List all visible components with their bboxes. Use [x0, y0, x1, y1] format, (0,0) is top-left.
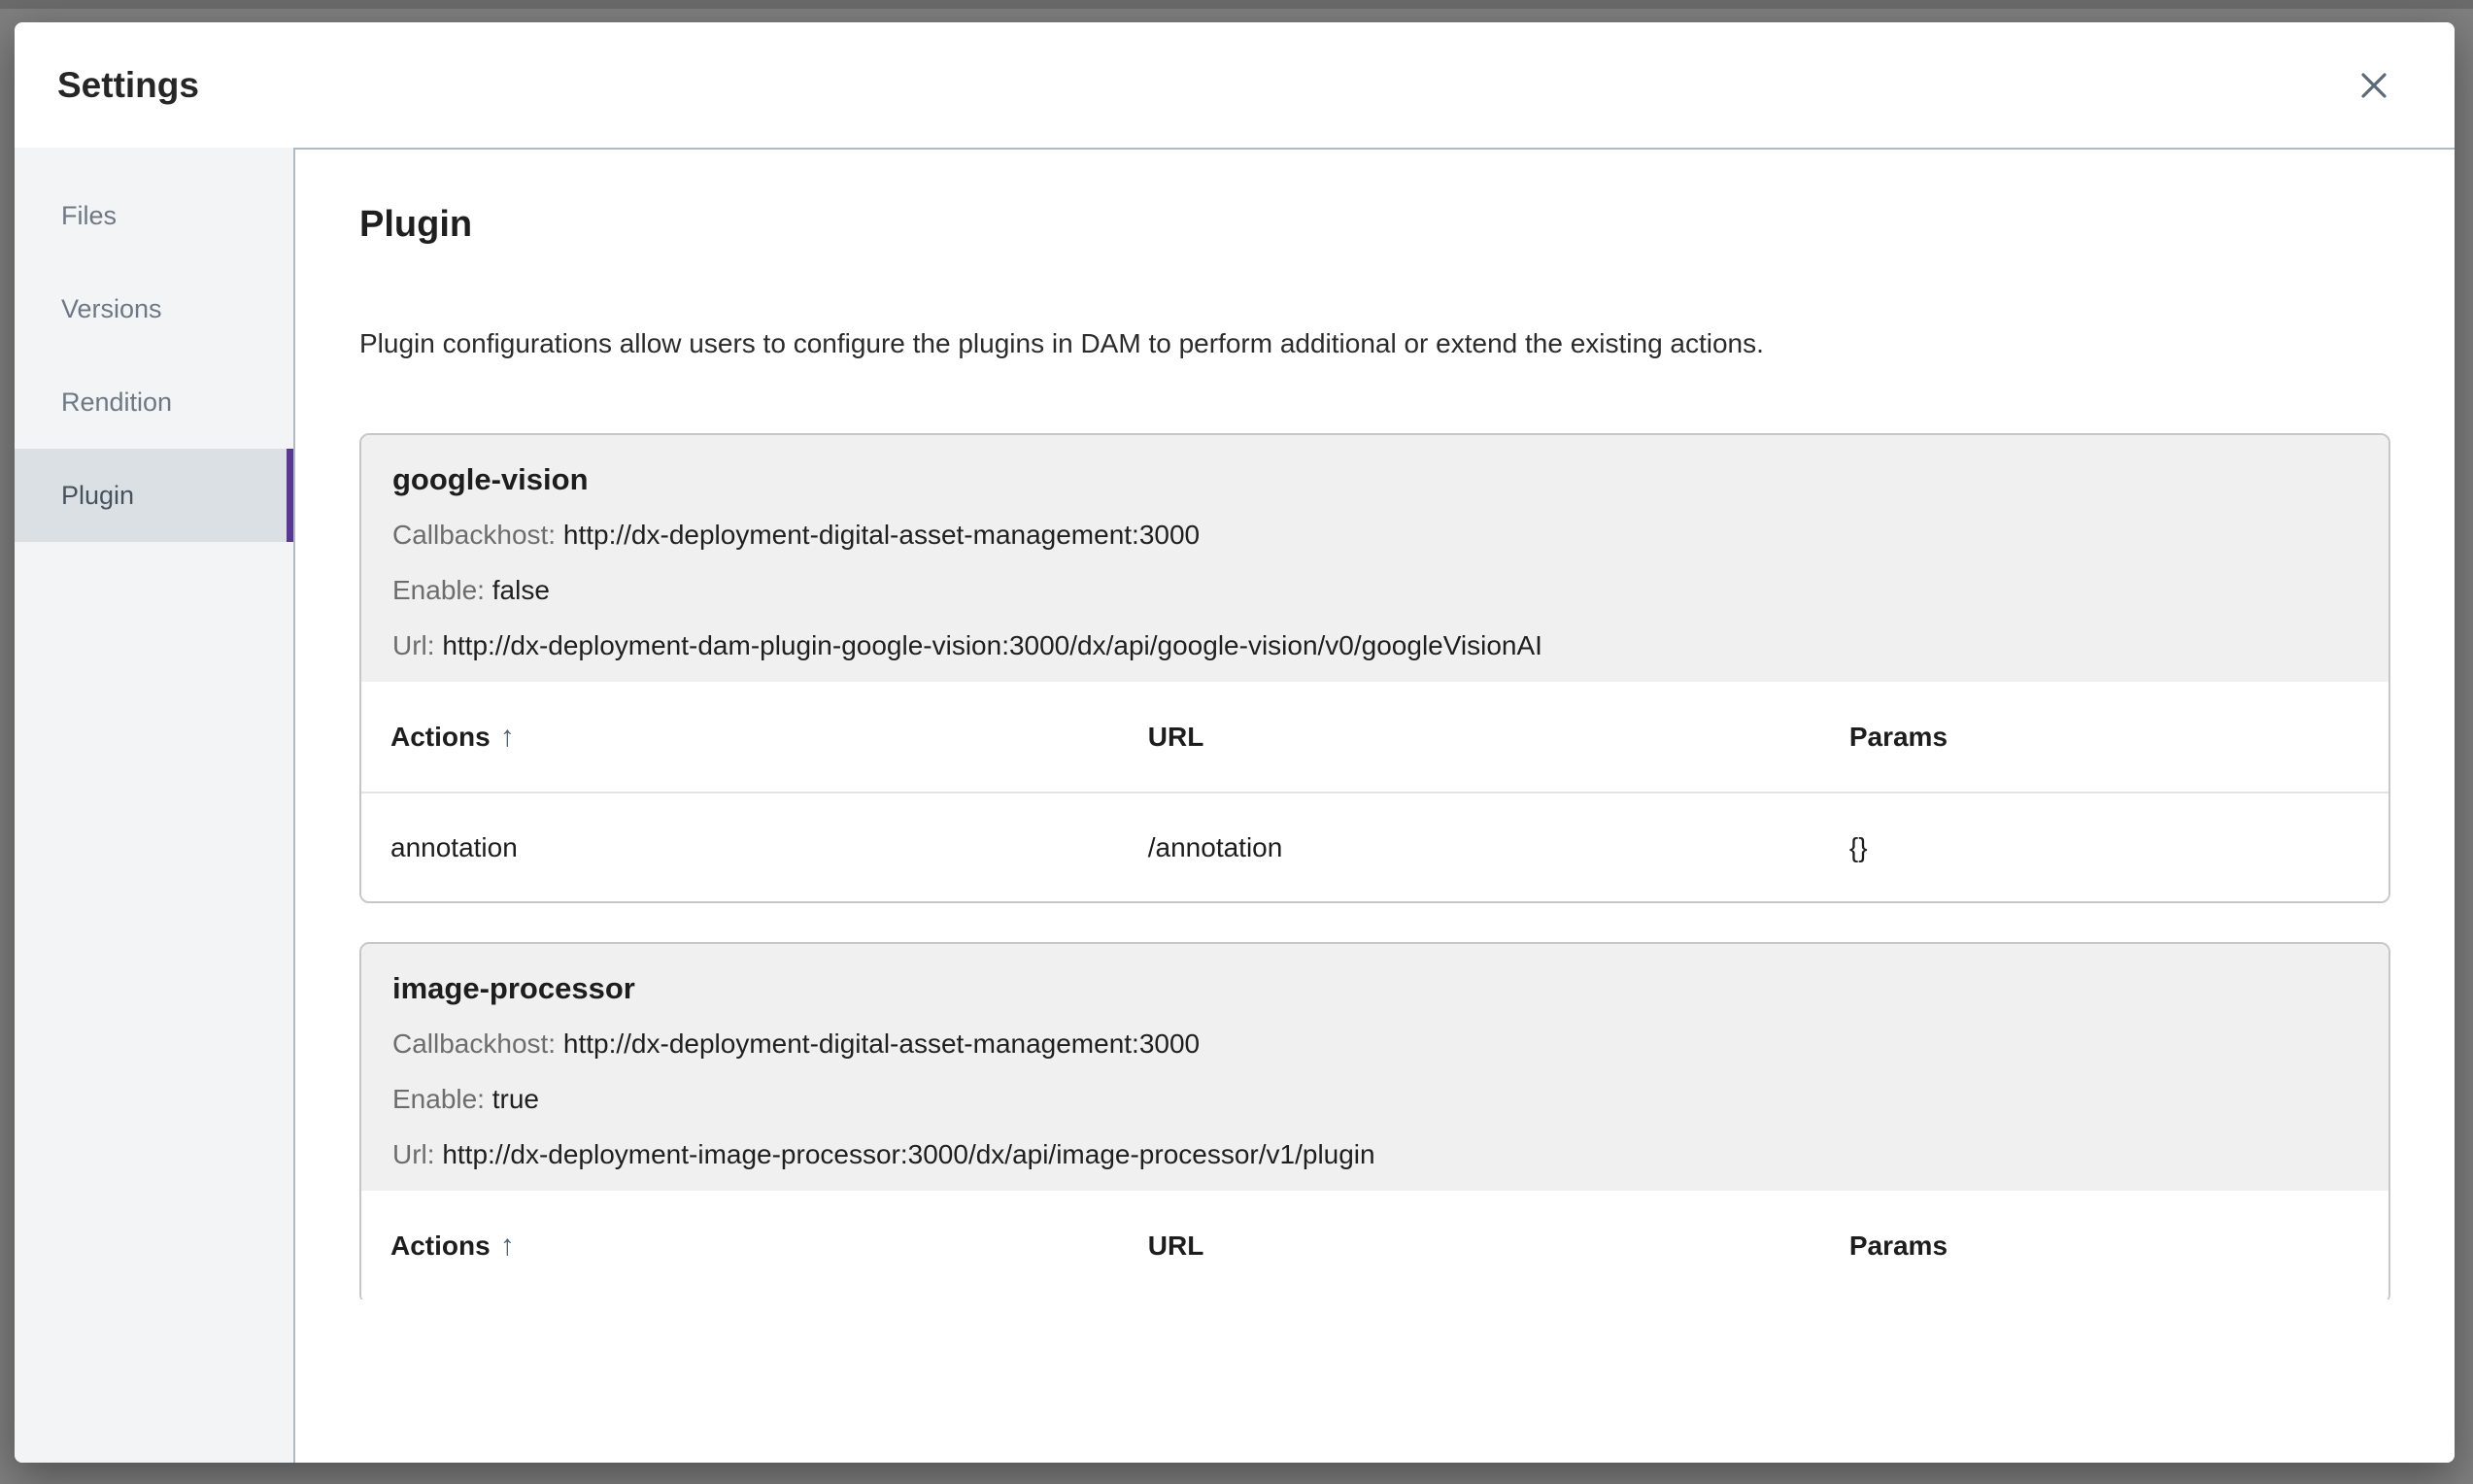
- field-label: Callbackhost:: [392, 1029, 557, 1059]
- actions-table-header: [361, 682, 2388, 793]
- field-label: Url:: [392, 630, 435, 660]
- plugin-card-image-processor: [359, 942, 2390, 1299]
- page-description: Plugin configurations allow users to configure the plugins in DAM to perform additional or extend the existing actions.: [359, 328, 1764, 358]
- sidebar-item-label: Versions: [61, 293, 162, 323]
- column-header-url: URL: [1147, 721, 1204, 752]
- field-label: Enable:: [392, 575, 485, 605]
- table-row-annotation[interactable]: [361, 793, 2388, 901]
- sidebar-item-label: Rendition: [61, 387, 173, 417]
- sort-ascending-icon: ↑: [499, 1229, 515, 1262]
- plugin-settings-content: [295, 150, 2455, 1299]
- plugin-field-enable: [392, 1085, 2354, 1114]
- field-value: http://dx-deployment-dam-plugin-google-vision:3000/dx/api/google-vision/v0/googleVisionAI: [442, 630, 1542, 660]
- sidebar-item-label: Plugin: [61, 480, 135, 510]
- page-title: Plugin: [359, 204, 473, 245]
- field-value: http://dx-deployment-image-processor:3000/dx/api/image-processor/v1/plugin: [442, 1139, 1375, 1169]
- field-value: false: [491, 575, 550, 605]
- close-icon: [2355, 67, 2392, 104]
- plugin-field-callbackhost: [392, 1029, 2354, 1059]
- column-header-url: URL: [1147, 1230, 1204, 1261]
- dialog-title: Settings: [57, 64, 199, 105]
- cell-action: annotation: [390, 831, 518, 862]
- settings-main-panel: [293, 148, 2455, 1463]
- field-value: http://dx-deployment-digital-asset-management:3000: [562, 520, 1201, 550]
- close-button[interactable]: [2352, 63, 2396, 108]
- column-header-actions[interactable]: [361, 1230, 1148, 1263]
- plugin-name: image-processor: [392, 971, 635, 1005]
- dialog-body: [15, 148, 2455, 1463]
- sidebar-item-plugin[interactable]: [15, 449, 293, 542]
- dialog-header: [15, 22, 2455, 148]
- plugin-field-callbackhost: [392, 521, 2354, 550]
- plugin-field-enable: [392, 576, 2354, 605]
- actions-table-header: [361, 1191, 2388, 1299]
- plugin-field-url: [392, 1140, 2354, 1169]
- column-header-params: Params: [1848, 721, 1948, 752]
- field-label: Callbackhost:: [392, 520, 557, 550]
- plugin-name: google-vision: [392, 462, 589, 496]
- window-top-strip: [0, 0, 2473, 9]
- plugin-card-google-vision: [359, 433, 2390, 903]
- sidebar-item-files[interactable]: [15, 169, 293, 262]
- settings-sidebar: [15, 148, 293, 1463]
- field-value: true: [491, 1084, 539, 1114]
- plugin-card-header: [361, 435, 2388, 682]
- column-header-label: Actions: [390, 721, 491, 752]
- sort-ascending-icon: ↑: [499, 720, 515, 753]
- sidebar-item-rendition[interactable]: [15, 355, 293, 449]
- field-label: Url:: [392, 1139, 435, 1169]
- field-value: http://dx-deployment-digital-asset-management:3000: [562, 1029, 1201, 1059]
- sidebar-item-label: Files: [61, 200, 118, 230]
- settings-dialog: [15, 22, 2455, 1463]
- field-label: Enable:: [392, 1084, 485, 1114]
- plugin-card-header: [361, 944, 2388, 1191]
- plugin-field-url: [392, 631, 2354, 660]
- column-header-params: Params: [1848, 1230, 1948, 1261]
- sidebar-item-versions[interactable]: [15, 262, 293, 355]
- cell-url: /annotation: [1147, 831, 1283, 862]
- cell-params: {}: [1848, 831, 1868, 862]
- column-header-label: Actions: [390, 1230, 491, 1261]
- column-header-actions[interactable]: [361, 721, 1148, 754]
